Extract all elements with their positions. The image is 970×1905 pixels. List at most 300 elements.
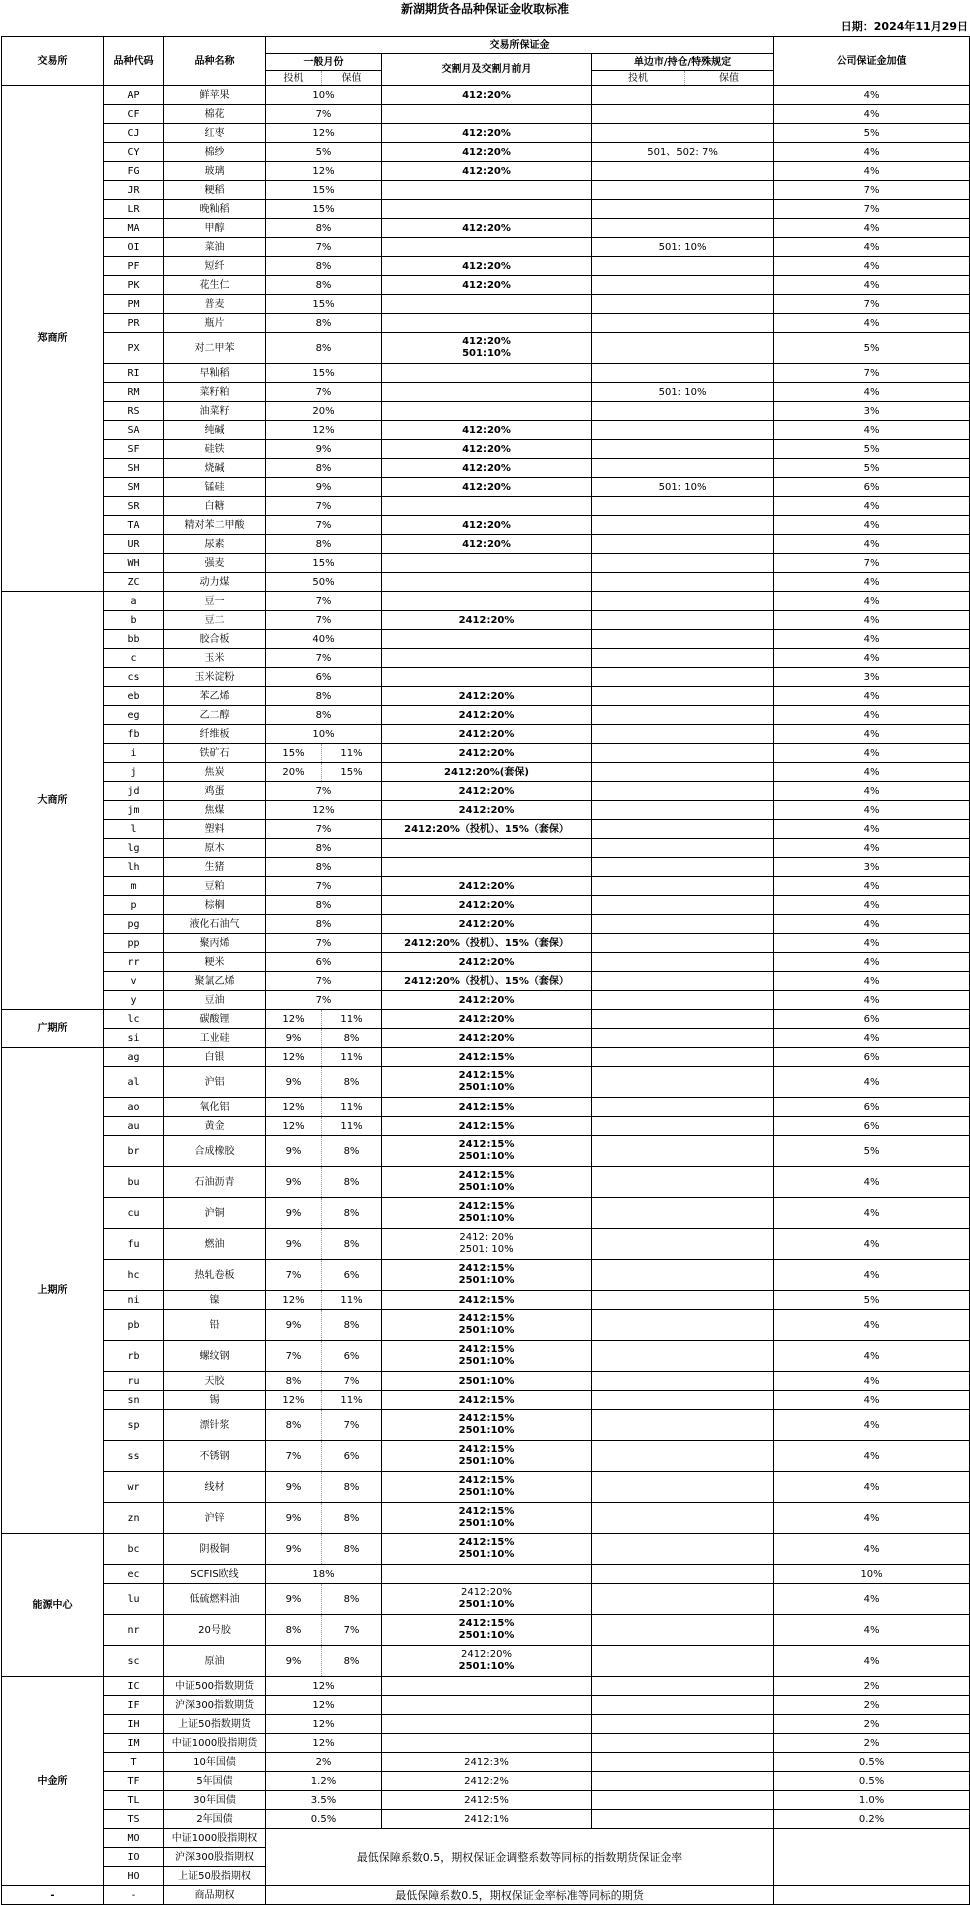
product-code: lc [104, 1010, 164, 1029]
exchange-name: 能源中心 [2, 1534, 104, 1677]
product-code: PX [104, 333, 164, 364]
speculation-margin: 9% [266, 1229, 322, 1260]
product-name: 黄金 [164, 1117, 266, 1136]
product-code: pg [104, 915, 164, 934]
delivery-margin [382, 1067, 592, 1098]
table-row [2, 592, 970, 611]
delivery-margin [382, 497, 592, 516]
table-row [2, 915, 970, 934]
hedge-margin: 11% [322, 1291, 382, 1310]
product-name: 棕榈 [164, 896, 266, 915]
hedge-margin: 11% [322, 744, 382, 763]
general-margin: 15% [266, 364, 382, 383]
speculation-margin: 9% [266, 1503, 322, 1534]
page-title: 新湖期货各品种保证金收取标准 [400, 2, 569, 16]
special-rule [592, 1441, 774, 1472]
hedge-margin: 11% [322, 1048, 382, 1067]
company-add: 7% [774, 554, 970, 573]
product-name: 30年国债 [164, 1791, 266, 1810]
product-name: 氧化铝 [164, 1098, 266, 1117]
delivery-margin: 2412:20% [382, 877, 592, 896]
hedge-margin: 6% [322, 1341, 382, 1372]
company-add: 2% [774, 1715, 970, 1734]
special-rule [592, 1615, 774, 1646]
product-name: 2年国债 [164, 1810, 266, 1829]
table-row [2, 143, 970, 162]
delivery-margin: 2412:15% [382, 1117, 592, 1136]
general-margin: 8% [266, 257, 382, 276]
special-rule [592, 162, 774, 181]
special-rule [592, 1048, 774, 1067]
special-rule [592, 1167, 774, 1198]
product-code: wr [104, 1472, 164, 1503]
table-row [2, 611, 970, 630]
company-add: 4% [774, 801, 970, 820]
table-row [2, 421, 970, 440]
product-name: 原油 [164, 1646, 266, 1677]
exchange-name: 郑商所 [2, 86, 104, 592]
product-name: 晚籼稻 [164, 200, 266, 219]
table-row [2, 314, 970, 333]
special-rule [592, 219, 774, 238]
general-margin: 15% [266, 181, 382, 200]
product-name: 螺纹钢 [164, 1341, 266, 1372]
table-row [2, 1472, 970, 1503]
delivery-margin: 2412:20% [382, 915, 592, 934]
product-name: 沪铝 [164, 1067, 266, 1098]
table-row [2, 763, 970, 782]
special-rule [592, 1734, 774, 1753]
special-rule [592, 364, 774, 383]
delivery-margin: 2412:15% [382, 1291, 592, 1310]
delivery-line-1: 2412:15% [458, 1313, 515, 1324]
product-code: LR [104, 200, 164, 219]
product-code: y [104, 991, 164, 1010]
product-name: 低硫燃料油 [164, 1584, 266, 1615]
company-add: 4% [774, 782, 970, 801]
special-rule [592, 592, 774, 611]
product-name: 沪锌 [164, 1503, 266, 1534]
general-margin: 15% [266, 554, 382, 573]
table-row [2, 440, 970, 459]
table-row [2, 1772, 970, 1791]
company-add: 4% [774, 839, 970, 858]
speculation-margin: 12% [266, 1098, 322, 1117]
product-code: FG [104, 162, 164, 181]
delivery-line-1: 2412:15% [458, 1070, 515, 1081]
product-code: UR [104, 535, 164, 554]
delivery-margin: 2412:20% [382, 782, 592, 801]
table-row [2, 1534, 970, 1565]
delivery-margin [382, 383, 592, 402]
special-rule [592, 181, 774, 200]
general-margin: 9% [266, 478, 382, 497]
product-code: CJ [104, 124, 164, 143]
company-add: 5% [774, 459, 970, 478]
company-add: 4% [774, 592, 970, 611]
product-name: 沪深300指数期货 [164, 1696, 266, 1715]
special-rule [592, 858, 774, 877]
company-add: 4% [774, 1341, 970, 1372]
table-row [2, 1410, 970, 1441]
special-rule [592, 1565, 774, 1584]
general-margin: 7% [266, 820, 382, 839]
table-row [2, 554, 970, 573]
company-add: 4% [774, 516, 970, 535]
hedge-margin: 7% [322, 1410, 382, 1441]
general-margin: 8% [266, 706, 382, 725]
speculation-margin: 9% [266, 1167, 322, 1198]
delivery-line-1: 2412:15% [458, 1618, 515, 1629]
table-row [2, 124, 970, 143]
delivery-line-1: 2412: 20% [459, 1232, 514, 1243]
general-margin: 8% [266, 459, 382, 478]
table-row [2, 1734, 970, 1753]
table-row [2, 1791, 970, 1810]
company-add: 4% [774, 143, 970, 162]
product-code: IC [104, 1677, 164, 1696]
product-code: TS [104, 1810, 164, 1829]
product-name: 红枣 [164, 124, 266, 143]
product-code: bc [104, 1534, 164, 1565]
special-rule: 501: 10% [592, 478, 774, 497]
delivery-margin [382, 649, 592, 668]
delivery-margin [382, 668, 592, 687]
table-row [2, 1067, 970, 1098]
general-margin: 0.5% [266, 1810, 382, 1829]
special-rule [592, 124, 774, 143]
product-name: 工业硅 [164, 1029, 266, 1048]
delivery-margin [382, 238, 592, 257]
product-name: 胶合板 [164, 630, 266, 649]
delivery-margin [382, 1198, 592, 1229]
hedge-margin: 8% [322, 1029, 382, 1048]
special-rule [592, 1534, 774, 1565]
product-name: 5年国债 [164, 1772, 266, 1791]
hedge-margin: 8% [322, 1472, 382, 1503]
product-code: ag [104, 1048, 164, 1067]
speculation-margin: 8% [266, 1615, 322, 1646]
margin-table [1, 36, 970, 1905]
product-code: eg [104, 706, 164, 725]
table-row [2, 459, 970, 478]
general-margin: 10% [266, 725, 382, 744]
speculation-margin: 9% [266, 1584, 322, 1615]
delivery-margin [382, 314, 592, 333]
delivery-margin [382, 1229, 592, 1260]
table-row [2, 1829, 970, 1848]
general-margin: 7% [266, 383, 382, 402]
product-code: al [104, 1067, 164, 1098]
delivery-margin: 412:20% [382, 421, 592, 440]
special-rule [592, 200, 774, 219]
table-row [2, 1441, 970, 1472]
general-margin: 8% [266, 535, 382, 554]
delivery-margin: 2412:20% [382, 991, 592, 1010]
table-row [2, 649, 970, 668]
company-add-empty [774, 1886, 970, 1905]
special-rule [592, 896, 774, 915]
general-margin: 40% [266, 630, 382, 649]
table-row [2, 333, 970, 364]
hedge-margin: 6% [322, 1260, 382, 1291]
product-name: 强麦 [164, 554, 266, 573]
special-rule [592, 744, 774, 763]
speculation-margin: 7% [266, 1341, 322, 1372]
special-rule [592, 1260, 774, 1291]
delivery-margin [382, 364, 592, 383]
product-code: fu [104, 1229, 164, 1260]
delivery-margin: 2412:20% [382, 706, 592, 725]
delivery-margin [382, 295, 592, 314]
speculation-margin: 20% [266, 763, 322, 782]
company-add: 4% [774, 105, 970, 124]
general-margin: 8% [266, 314, 382, 333]
general-margin: 6% [266, 668, 382, 687]
delivery-line-1: 2412:20% [460, 1587, 513, 1598]
delivery-line-2: 2501:10% [458, 1325, 515, 1336]
product-code: PM [104, 295, 164, 314]
company-add: 4% [774, 1229, 970, 1260]
company-add: 4% [774, 1441, 970, 1472]
delivery-line-1: 412:20% [462, 336, 511, 347]
special-rule [592, 516, 774, 535]
product-name: 液化石油气 [164, 915, 266, 934]
product-code: i [104, 744, 164, 763]
delivery-margin: 412:20% [382, 143, 592, 162]
general-margin: 12% [266, 124, 382, 143]
product-name: 铅 [164, 1310, 266, 1341]
special-rule [592, 725, 774, 744]
delivery-margin: 2412:3% [382, 1753, 592, 1772]
special-rule [592, 1291, 774, 1310]
delivery-line-2: 2501:10% [458, 1661, 515, 1672]
company-add: 4% [774, 934, 970, 953]
general-margin: 15% [266, 295, 382, 314]
table-row [2, 497, 970, 516]
delivery-line-2: 501:10% [462, 348, 511, 359]
speculation-margin: 12% [266, 1010, 322, 1029]
exchange-name: 中金所 [2, 1677, 104, 1886]
product-code: lg [104, 839, 164, 858]
special-rule [592, 687, 774, 706]
delivery-margin: 2412:2% [382, 1772, 592, 1791]
special-rule [592, 257, 774, 276]
table-row [2, 1048, 970, 1067]
company-add: 4% [774, 383, 970, 402]
delivery-margin [382, 1696, 592, 1715]
delivery-margin [382, 1615, 592, 1646]
company-add: 7% [774, 364, 970, 383]
table-row [2, 1810, 970, 1829]
company-add: 4% [774, 687, 970, 706]
delivery-margin: 2412:20% [382, 744, 592, 763]
special-rule [592, 1198, 774, 1229]
delivery-margin: 2412:1% [382, 1810, 592, 1829]
table-row [2, 706, 970, 725]
delivery-line-2: 2501:10% [458, 1549, 515, 1560]
general-margin: 7% [266, 991, 382, 1010]
speculation-margin: 8% [266, 1372, 322, 1391]
product-code: IM [104, 1734, 164, 1753]
company-add: 3% [774, 858, 970, 877]
table-row [2, 276, 970, 295]
delivery-margin: 412:20% [382, 478, 592, 497]
speculation-margin: 7% [266, 1260, 322, 1291]
product-code: SA [104, 421, 164, 440]
header-special-speculation: 投机 [592, 71, 685, 86]
special-rule [592, 953, 774, 972]
special-rule [592, 86, 774, 105]
delivery-line-2: 2501:10% [458, 1151, 515, 1162]
product-code: AP [104, 86, 164, 105]
general-margin: 7% [266, 934, 382, 953]
table-row [2, 1229, 970, 1260]
product-code: sn [104, 1391, 164, 1410]
product-code: SH [104, 459, 164, 478]
company-add: 2% [774, 1696, 970, 1715]
table-row [2, 877, 970, 896]
delivery-line-1: 2412:15% [458, 1263, 515, 1274]
speculation-margin: 9% [266, 1067, 322, 1098]
product-name: 棉花 [164, 105, 266, 124]
table-row [2, 1198, 970, 1229]
company-add: 4% [774, 649, 970, 668]
product-code: SF [104, 440, 164, 459]
product-code: RM [104, 383, 164, 402]
table-row [2, 364, 970, 383]
delivery-line-2: 2501:10% [458, 1356, 515, 1367]
general-margin: 20% [266, 402, 382, 421]
header-name: 品种名称 [164, 37, 266, 86]
delivery-line-1: 2412:15% [458, 1201, 515, 1212]
special-rule [592, 1310, 774, 1341]
speculation-margin: 9% [266, 1198, 322, 1229]
special-rule [592, 1229, 774, 1260]
delivery-margin [382, 630, 592, 649]
product-name: 锡 [164, 1391, 266, 1410]
company-add: 4% [774, 1260, 970, 1291]
table-row [2, 744, 970, 763]
delivery-margin [382, 554, 592, 573]
general-margin: 12% [266, 1715, 382, 1734]
hedge-margin: 11% [322, 1098, 382, 1117]
product-name: 天胶 [164, 1372, 266, 1391]
special-rule [592, 1372, 774, 1391]
general-margin: 8% [266, 915, 382, 934]
product-name: 聚丙烯 [164, 934, 266, 953]
product-code: si [104, 1029, 164, 1048]
delivery-margin [382, 105, 592, 124]
delivery-margin: 412:20% [382, 219, 592, 238]
hedge-margin: 6% [322, 1441, 382, 1472]
general-margin: 1.2% [266, 1772, 382, 1791]
company-add: 4% [774, 1310, 970, 1341]
special-rule [592, 877, 774, 896]
delivery-margin [382, 1410, 592, 1441]
product-code: bu [104, 1167, 164, 1198]
product-code: IF [104, 1696, 164, 1715]
table-row [2, 1372, 970, 1391]
report-date: 日期：2024年11月29日 [840, 20, 968, 33]
product-code: SM [104, 478, 164, 497]
general-margin: 6% [266, 953, 382, 972]
company-add-empty [774, 1829, 970, 1886]
table-row [2, 1341, 970, 1372]
general-margin: 8% [266, 858, 382, 877]
table-row [2, 1677, 970, 1696]
special-rule [592, 497, 774, 516]
product-code: ru [104, 1372, 164, 1391]
product-name: 棉纱 [164, 143, 266, 162]
product-code: br [104, 1136, 164, 1167]
company-add: 4% [774, 630, 970, 649]
company-add: 5% [774, 124, 970, 143]
special-rule [592, 934, 774, 953]
product-code: sc [104, 1646, 164, 1677]
special-rule [592, 440, 774, 459]
product-name: 豆一 [164, 592, 266, 611]
company-add: 4% [774, 725, 970, 744]
company-add: 4% [774, 257, 970, 276]
product-name: 普麦 [164, 295, 266, 314]
delivery-line-2: 2501: 10% [459, 1244, 514, 1255]
company-add: 4% [774, 1503, 970, 1534]
product-name: 白银 [164, 1048, 266, 1067]
table-row [2, 782, 970, 801]
delivery-margin [382, 573, 592, 592]
product-name: 燃油 [164, 1229, 266, 1260]
delivery-margin: 2412:15% [382, 1098, 592, 1117]
product-code: hc [104, 1260, 164, 1291]
delivery-margin: 2412:20% [382, 725, 592, 744]
table-row [2, 630, 970, 649]
delivery-line-1: 2412:15% [458, 1475, 515, 1486]
hedge-margin: 8% [322, 1198, 382, 1229]
product-name: 线材 [164, 1472, 266, 1503]
header-delivery-month: 交割月及交割月前月 [382, 54, 592, 86]
speculation-margin: 12% [266, 1391, 322, 1410]
header-exchange-margin: 交易所保证金 [266, 37, 774, 54]
special-rule [592, 1696, 774, 1715]
product-name: 乙二醇 [164, 706, 266, 725]
product-code: p [104, 896, 164, 915]
product-name: 镍 [164, 1291, 266, 1310]
table-row [2, 1291, 970, 1310]
general-margin: 7% [266, 105, 382, 124]
hedge-margin: 8% [322, 1503, 382, 1534]
product-code: sp [104, 1410, 164, 1441]
table-row [2, 1503, 970, 1534]
company-add: 1.0% [774, 1791, 970, 1810]
product-code: v [104, 972, 164, 991]
special-rule [592, 706, 774, 725]
product-name: 纯碱 [164, 421, 266, 440]
company-add: 4% [774, 1584, 970, 1615]
company-add: 4% [774, 915, 970, 934]
product-name: 鸡蛋 [164, 782, 266, 801]
table-row [2, 1117, 970, 1136]
product-code: SR [104, 497, 164, 516]
hedge-margin: 11% [322, 1117, 382, 1136]
delivery-margin: 412:20% [382, 459, 592, 478]
special-rule [592, 459, 774, 478]
delivery-line-2: 2501:10% [458, 1213, 515, 1224]
delivery-margin: 412:20% [382, 257, 592, 276]
general-margin: 12% [266, 1677, 382, 1696]
product-code: a [104, 592, 164, 611]
company-add: 4% [774, 1067, 970, 1098]
